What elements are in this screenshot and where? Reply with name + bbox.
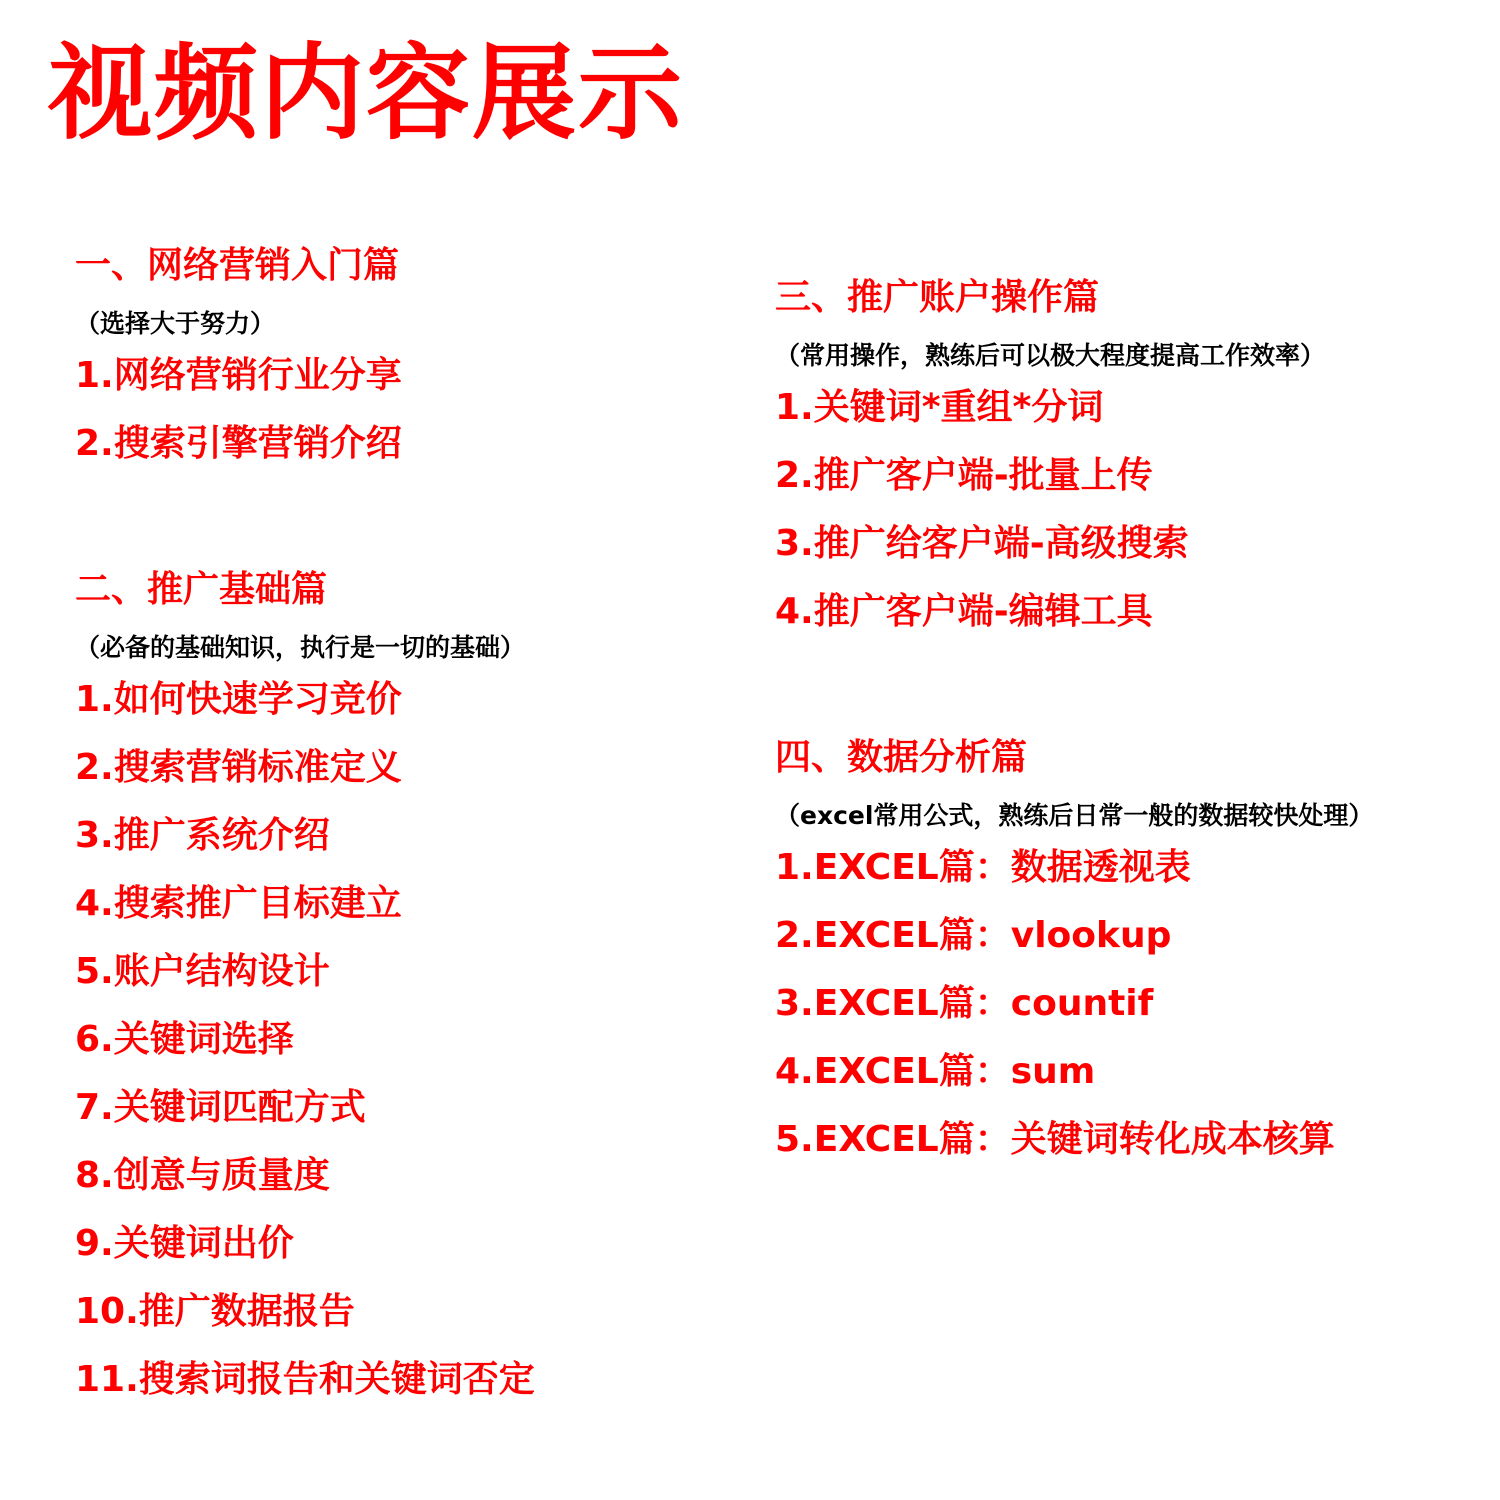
list-item: 4.推广客户端-编辑工具 [775,591,1153,632]
section-heading: 一、网络营销入门篇 [75,245,400,286]
list-item: 6.关键词选择 [75,1019,294,1060]
list-item: 1.关键词*重组*分词 [775,387,1104,428]
list-item: 2.搜索营销标准定义 [75,747,402,788]
list-item: 11.搜索词报告和关键词否定 [75,1359,535,1400]
page-title: 视频内容展示 [48,32,685,154]
section-heading: 二、推广基础篇 [75,569,328,610]
list-item: 4.搜索推广目标建立 [75,883,402,924]
section-marketing-intro [75,244,402,490]
section-heading: 三、推广账户操作篇 [775,277,1100,318]
section-note: （选择大于努力） [75,309,276,338]
list-item: 2.搜索引擎营销介绍 [75,423,402,464]
list-item: 4.EXCEL篇：sum [775,1051,1096,1092]
list-item: 3.推广给客户端-高级搜索 [775,523,1189,564]
list-item: 5.账户结构设计 [75,951,330,992]
section-account-operations [775,276,1325,658]
list-item: 3.推广系统介绍 [75,815,330,856]
section-promotion-basics [75,568,535,1426]
list-item: 8.创意与质量度 [75,1155,330,1196]
list-item: 3.EXCEL篇：countif [775,983,1154,1024]
section-heading: 四、数据分析篇 [775,737,1028,778]
list-item: 2.EXCEL篇：vlookup [775,915,1172,956]
section-note: （excel常用公式，熟练后日常一般的数据较快处理） [775,801,1374,830]
list-item: 1.网络营销行业分享 [75,355,402,396]
list-item: 2.推广客户端-批量上传 [775,455,1153,496]
list-item: 5.EXCEL篇：关键词转化成本核算 [775,1119,1335,1160]
list-item: 9.关键词出价 [75,1223,294,1264]
section-note: （必备的基础知识，执行是一切的基础） [75,633,526,662]
list-item: 10.推广数据报告 [75,1291,355,1332]
section-data-analysis [775,736,1373,1186]
list-item: 1.EXCEL篇：数据透视表 [775,847,1191,888]
list-item: 7.关键词匹配方式 [75,1087,366,1128]
list-item: 1.如何快速学习竞价 [75,679,402,720]
section-note: （常用操作，熟练后可以极大程度提高工作效率） [775,341,1326,370]
